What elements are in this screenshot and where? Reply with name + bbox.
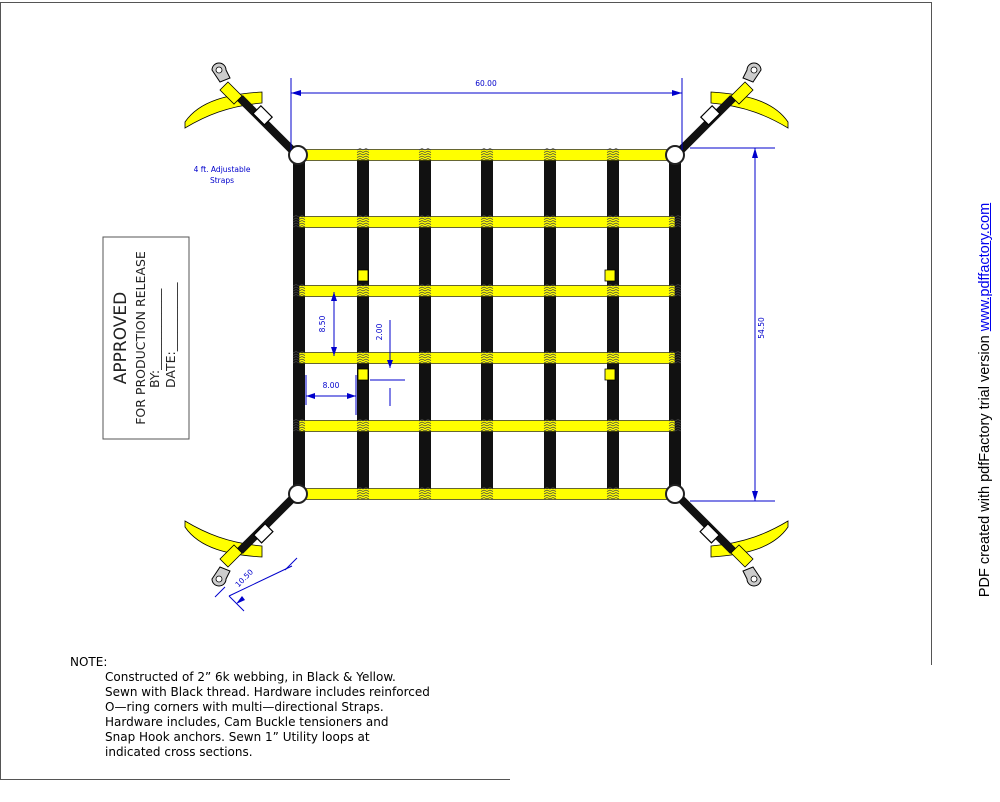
- note-line: Sewn with Black thread. Hardware includes reinforced: [105, 685, 430, 699]
- approval-stamp: [103, 237, 189, 439]
- watermark-link[interactable]: www.pdffactory.com: [977, 202, 993, 332]
- loop-dimension: 2.00: [375, 323, 384, 341]
- row-spacing-dimension: 8.50: [318, 315, 327, 333]
- note-line: Hardware includes, Cam Buckle tensioners and: [105, 715, 389, 729]
- note-line: Snap Hook anchors. Sewn 1” Utility loops at: [105, 730, 370, 744]
- vertical-strap: [544, 155, 556, 494]
- strap-bottom-right: [681, 499, 788, 586]
- strap-bottom-left: [185, 499, 292, 586]
- stamp-title: APPROVED: [111, 291, 131, 385]
- note-heading: NOTE:: [70, 655, 108, 669]
- stamp-by: BY:_____________: [147, 288, 162, 388]
- stamp-subtitle: FOR PRODUCTION RELEASE: [133, 251, 148, 425]
- col-spacing-dimension: 8.00: [322, 381, 340, 390]
- vertical-strap: [607, 155, 619, 494]
- construction-note: [70, 655, 430, 760]
- strap-label-line1: 4 ft. Adjustable: [193, 165, 251, 174]
- vertical-webbing: [293, 155, 681, 494]
- note-line: indicated cross sections.: [105, 745, 253, 759]
- pdf-watermark: [977, 203, 993, 597]
- height-dimension: 54.50: [757, 317, 766, 339]
- strap-top-left: [185, 63, 292, 150]
- vertical-strap: [669, 155, 681, 494]
- stamp-date: DATE:___________: [163, 282, 178, 388]
- note-line: O—ring corners with multi—directional Straps.: [105, 700, 384, 714]
- vertical-strap: [481, 155, 493, 494]
- strap-dimension: 10.50: [233, 567, 256, 590]
- note-line: Constructed of 2” 6k webbing, in Black & Yellow.: [105, 670, 396, 684]
- strap-label-line2: Straps: [209, 176, 235, 185]
- watermark-text: PDF created with pdfFactory trial version: [977, 335, 993, 598]
- width-dimension: 60.00: [475, 79, 497, 88]
- vertical-strap: [357, 155, 369, 494]
- vertical-strap: [419, 155, 431, 494]
- vertical-strap: [293, 155, 305, 494]
- strap-top-right: [681, 63, 788, 150]
